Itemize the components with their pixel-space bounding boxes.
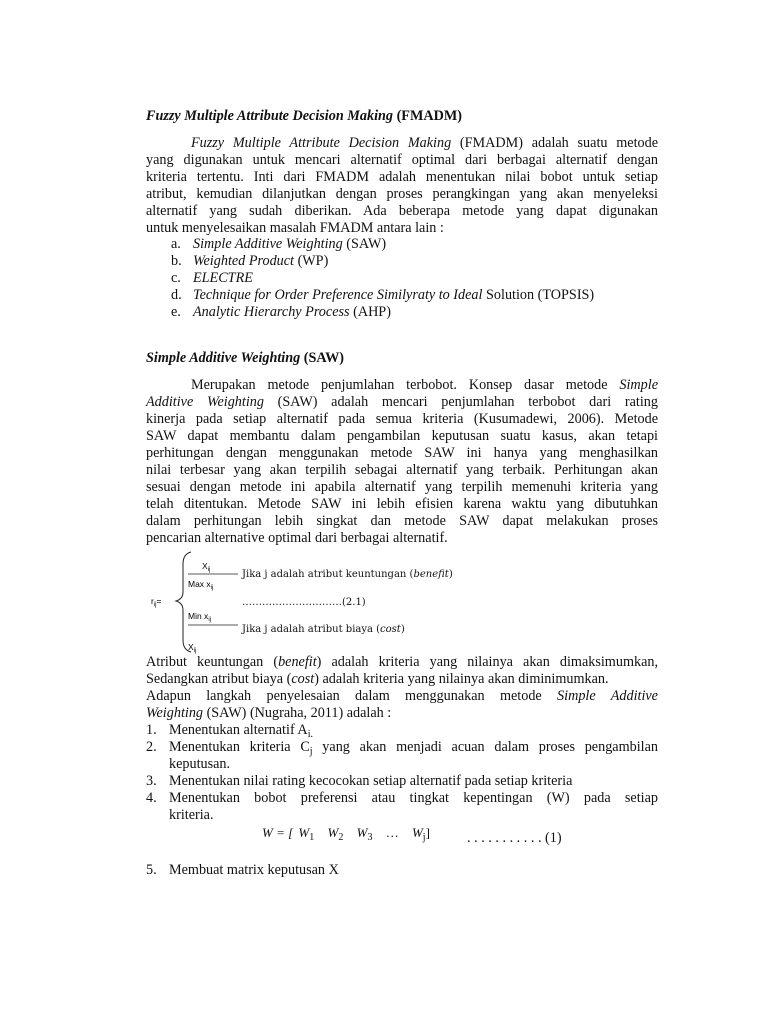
list-marker: c. [171,270,181,286]
step-marker: 2. [146,739,157,755]
paragraph-line: alternatif yang sudah diberikan. Ada beberapa metode yang dapat digunakan [146,203,658,219]
paragraph-line: perhitungan dengan menggunakan metode SAW ini hanya yang menghasilkan [146,445,658,461]
paragraph-line: nilai terbesar yang akan terpilih sebagai alternatif yang terbaik. Perhitungan akan [146,462,658,478]
paragraph-line: Weighting (SAW) (Nugraha, 2011) adalah : [146,705,392,721]
list-marker: d. [171,287,182,303]
paragraph-line: kriteria tertentu. Inti dari FMADM adalah menentukan nilai bobot untuk setiap [146,169,658,185]
fraction-numerator: Min $x_{ij}$ [188,611,211,623]
step-text: Menentukan bobot preferensi atau tingkat kepentingan (W) pada setiap [169,790,658,806]
list-item [171,304,181,321]
step-text: Menentukan kriteria $C_j$ yang akan menjadi acuan dalam proses pengambilan [169,739,658,757]
list-item-text: Technique for Order Preference Similyraty to Ideal Solution (TOPSIS) [193,287,595,303]
paragraph-line: Adapun langkah penyelesaian dalam menggunakan metode Simple Additive [146,688,658,704]
paragraph-line: yang digunakan untuk mencari alternatif optimal dari berbagai alternatif dengan [146,152,658,168]
fraction-numerator: $X_{ij}$ [202,561,211,573]
step-text: Menentukan nilai rating kecocokan setiap alternatif pada setiap kriteria [169,773,573,789]
paragraph-line: sesuai dengan metode ini apabila alternatif yang terpilih memenuhi kriteria yang [146,479,658,495]
paragraph-line: Additive Weighting (SAW) adalah mencari penjumlahan terbobot dari rating [146,394,658,410]
weight-vector-equation: W = [ $W_1$ $W_2$ $W_3$ … $W_j$] [262,825,430,843]
paragraph-line: Sedangkan atribut biaya (cost) adalah kriteria yang nilainya akan diminimumkan. [146,671,609,687]
paragraph-line: untuk menyelesaikan masalah FMADM antara lain : [146,220,444,236]
paragraph-line: SAW dapat membantu dalam pengambilan keputusan suatu kasus, akan tetapi [146,428,658,444]
paragraph-line: Merupakan metode penjumlahan terbobot. Konsep dasar metode Simple [191,377,658,393]
step-text-continued: keputusan. [169,756,231,772]
list-marker: b. [171,253,182,269]
step-text: Menentukan alternatif $A_{i.}$ [169,722,313,740]
list-item [171,270,181,287]
paragraph-line: pencarian alternative optimal dari berbagai alternatif. [146,530,448,546]
paragraph-line: dalam perhitungan lebih singkat dan metode SAW dapat melakukan proses [146,513,658,529]
step-marker: 5. [146,862,157,878]
equation-number: . . . . . . . . . . . (1) [467,830,562,846]
list-item [171,287,182,304]
condition-benefit: Jika j adalah atribut keuntungan (benefit) [242,569,453,580]
section-title-saw: Simple Additive Weighting (SAW) [146,350,344,366]
paragraph-line: Atribut keuntungan (benefit) adalah kriteria yang nilainya akan dimaksimumkan, [146,654,659,670]
step-marker: 3. [146,773,157,789]
saw-normalization-formula [146,550,453,654]
list-item-text: Simple Additive Weighting (SAW) [193,236,387,252]
list-marker: e. [171,304,181,320]
list-item-text: Weighted Product (WP) [193,253,329,269]
paragraph-line: telah ditentukan. Metode SAW ini lebih efisien karena waktu yang dibutuhkan [146,496,658,512]
step-text: Membuat matrix keputusan X [169,862,339,878]
paragraph-line: Fuzzy Multiple Attribute Decision Making (FMADM) adalah suatu metode [191,135,658,151]
curly-brace [176,552,191,652]
step-text-continued: kriteria. [169,807,214,823]
step-marker: 1. [146,722,157,738]
list-marker: a. [171,236,181,252]
paragraph-line: atribut, kemudian dilanjutkan dengan proses perangkingan yang akan menyeleksi [146,186,658,202]
paragraph-line: kinerja pada setiap alternatif pada semua kriteria (Kusumadewi, 2006). Metode [146,411,658,427]
list-item-text: Analytic Hierarchy Process (AHP) [193,304,391,320]
equation-number: …………………………(2.1) [242,597,366,608]
step-marker: 4. [146,790,157,806]
list-item [171,236,181,253]
fraction-denominator: Max $x_{ij}$ [188,579,214,591]
list-item [171,253,182,270]
condition-cost: Jika j adalah atribut biaya (cost) [242,624,405,635]
list-item-text: ELECTRE [193,270,253,286]
fraction-denominator: $X_{ij}$ [188,642,197,654]
formula-lhs: $r_{ij}=$ [151,596,162,608]
section-title-fmadm: Fuzzy Multiple Attribute Decision Making (FMADM) [146,108,462,124]
